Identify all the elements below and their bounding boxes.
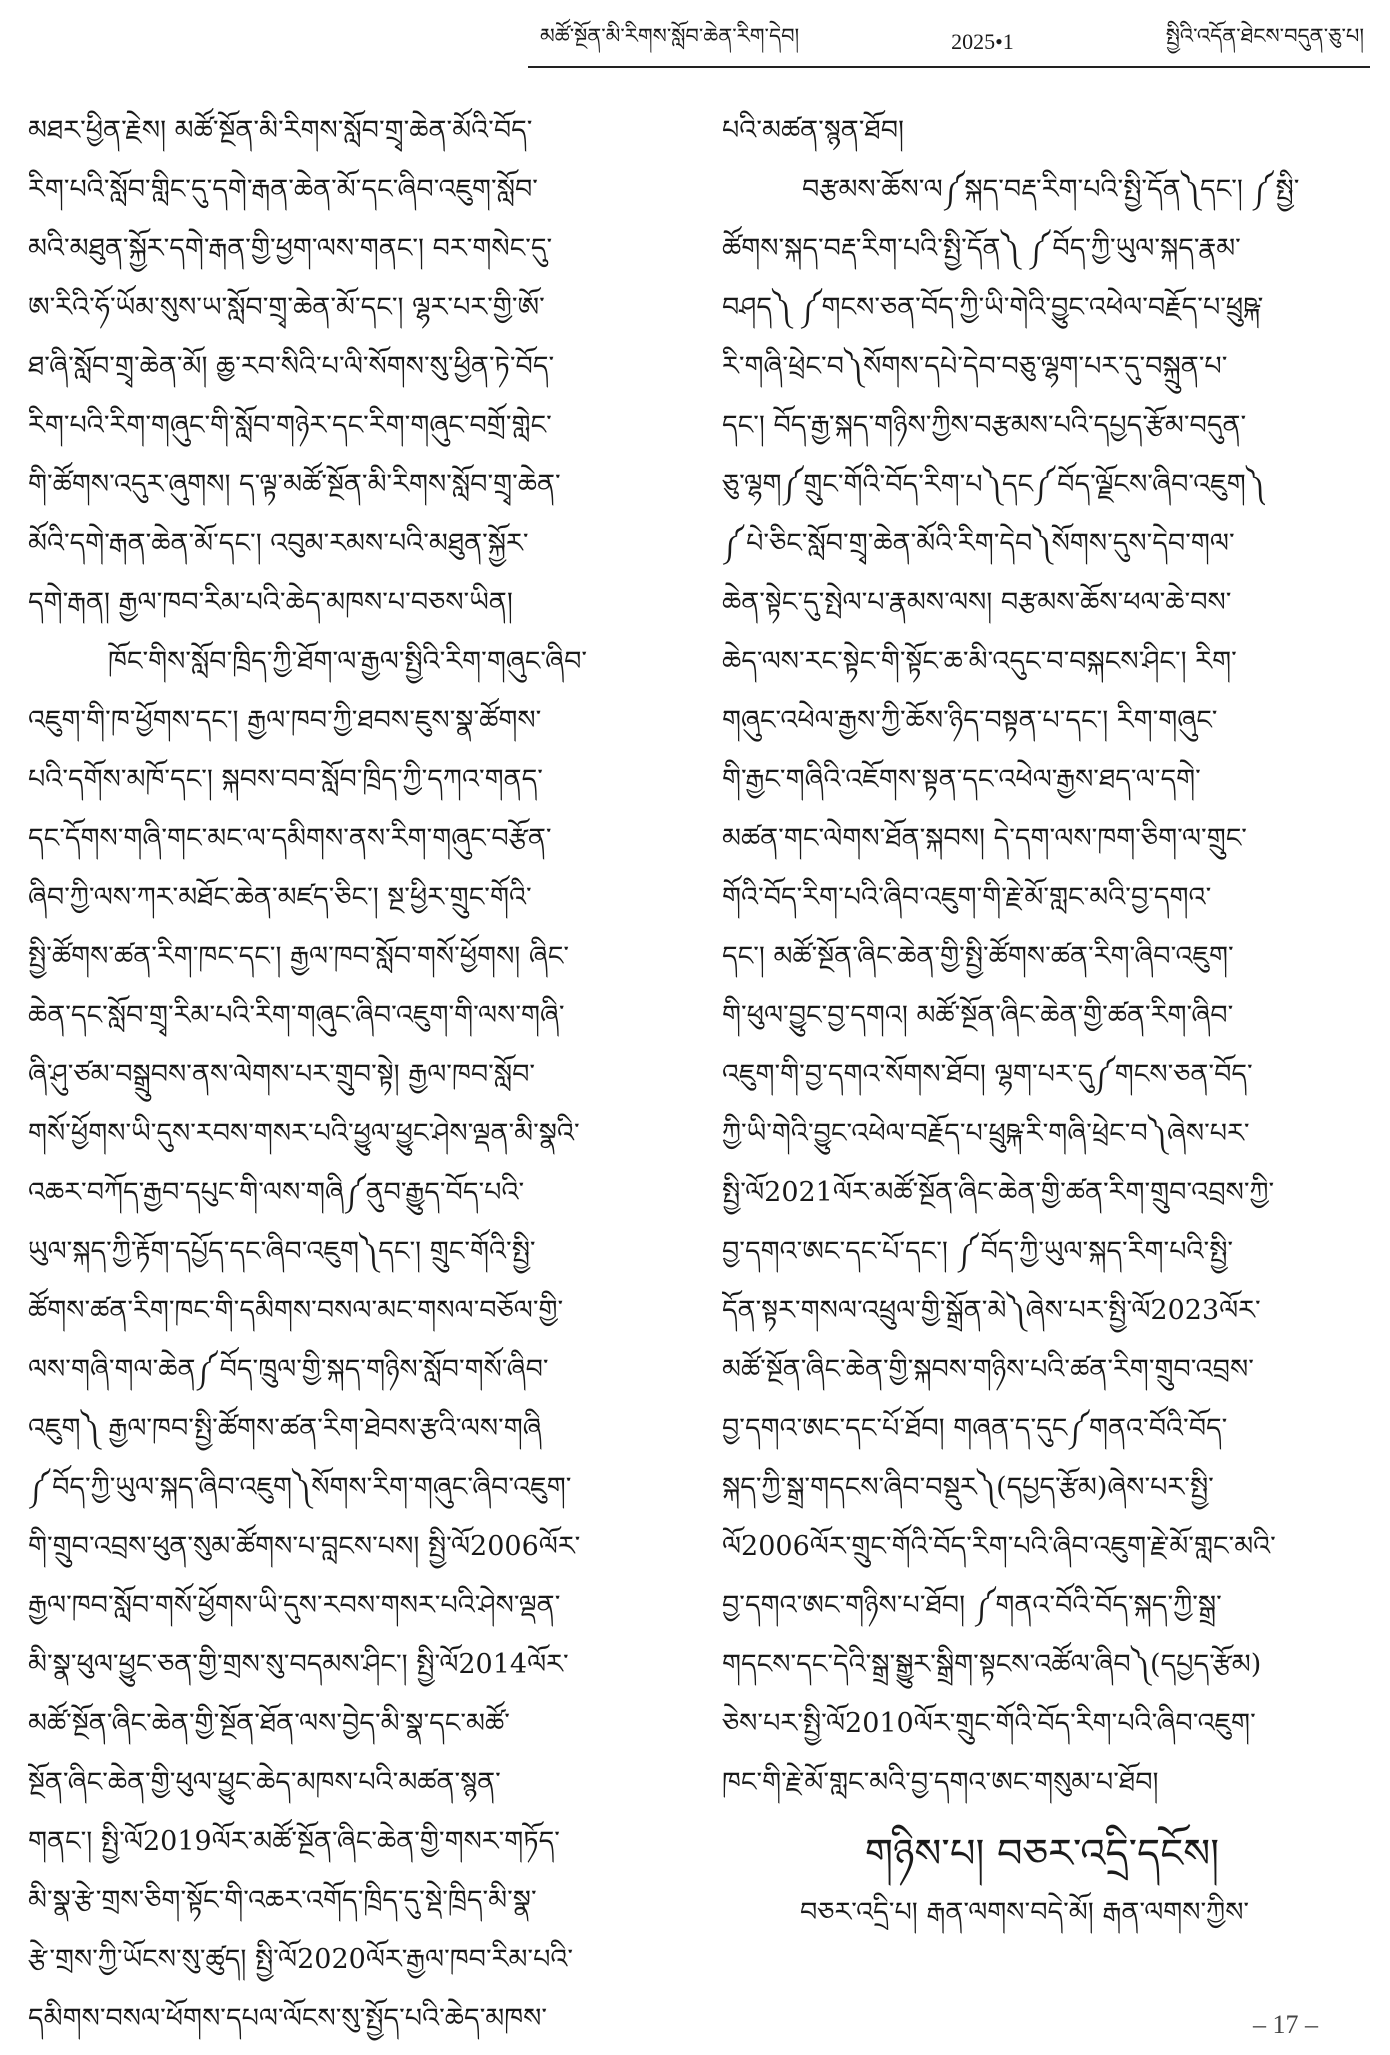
text-line <box>28 757 680 816</box>
text-line <box>28 403 680 462</box>
text-line <box>28 1937 680 1996</box>
text-line <box>28 1229 680 1288</box>
text-line <box>28 285 680 344</box>
text-line <box>722 934 1362 993</box>
text-line-content: དང་། མཚོ་སྔོན་ཞིང་ཆེན་གྱི་སྤྱི་ཚོགས་ཚན་རིག་ཞིབ་འཇུག་ <box>722 940 1234 972</box>
text-line-content: གོའི་བོད་རིག་པའི་ཞིབ་འཇུག་གི་རྗེ་མོ་གླང་མའི་བྱ་དགའ་ <box>722 881 1212 913</box>
text-line <box>722 167 1362 226</box>
text-line <box>28 1465 680 1524</box>
text-line <box>722 993 1362 1052</box>
text-line-content: མི་སྣ་ཕུལ་ཕྱུང་ཅན་གྱི་གྲས་སུ་བདམས་ཤིང་། སྤྱི་ལོ2014ལོར་ <box>28 1648 569 1680</box>
text-line-content: ལོ2006ལོར་གྲུང་གོའི་བོད་རིག་པའི་ཞིབ་འཇུག་རྗེ་མོ་གླང་མའི་ <box>722 1530 1276 1562</box>
text-line <box>722 1052 1362 1111</box>
text-line <box>28 521 680 580</box>
text-line <box>722 639 1362 698</box>
text-line <box>722 816 1362 875</box>
text-line <box>722 1642 1362 1701</box>
text-line <box>28 1819 680 1878</box>
text-line-content: གི་ཕུལ་བྱུང་བྱ་དགའ། མཚོ་སྔོན་ཞིང་ཆེན་གྱི་ཚན་རིག་ཞིབ་ <box>722 999 1234 1031</box>
text-line-content: འཆར་བཀོད་རྒྱབ་དཔུང་གི་ལས་གཞི༼ནུབ་རྒྱུད་བོད་པའི་ <box>28 1176 525 1208</box>
text-line <box>28 875 680 934</box>
text-line-content: རྩེ་གྲས་ཀྱི་ཡོངས་སུ་ཚུད། སྤྱི་ལོ2020ལོར་རྒྱལ་ཁབ་རིམ་པའི་ <box>28 1943 574 1975</box>
text-line <box>28 934 680 993</box>
text-line-content: པའི་དགོས་མཁོ་དང་། སྐབས་བབ་སློབ་ཁྲིད་ཀྱི་དཀའ་གནད་ <box>28 763 543 795</box>
text-line-content: ཞིབ་ཀྱི་ལས་ཀར་མཐོང་ཆེན་མཛད་ཅིང་། སྔ་ཕྱིར་གྲུང་གོའི་ <box>28 881 532 913</box>
text-line-content: བྱ་དགའ་ཨང་དང་པོ་ཐོབ། གཞན་ད་དུང༼གནའ་བོའི་བོད་ <box>722 1412 1228 1444</box>
text-line-content: རིག་པའི་རིག་གཞུང་གི་སློབ་གཉེར་དང་རིག་གཞུང་བགྲོ་གླེང་ <box>28 409 552 441</box>
text-line-content: འཇུག་གི་བྱ་དགའ་སོགས་ཐོབ། ལྷག་པར་དུ༼གངས་ཅན་བོད་ <box>722 1058 1253 1090</box>
text-line-content: བྱ་དགའ་ཨང་དང་པོ་དང་། ༼བོད་ཀྱི་ཡུལ་སྐད་རིག་པའི་སྤྱི་ <box>722 1235 1234 1267</box>
text-line <box>28 1524 680 1583</box>
text-line-content: དང་། བོད་རྒྱ་སྐད་གཉིས་ཀྱིས་བརྩམས་པའི་དཔྱད་རྩོམ་བདུན་ <box>722 409 1247 441</box>
text-line <box>722 1111 1362 1170</box>
text-line-content: ཚོགས་སྐད་བརྡ་རིག་པའི་སྤྱི་དོན༽ ༼བོད་ཀྱི་ཡུལ་སྐད་རྣམ་ <box>722 232 1241 264</box>
text-line-content: རྒྱལ་ཁབ་སློབ་གསོ་ཕྱོགས་ཡི་དུས་རབས་གསར་པའི་ཤེས་ལྡན་ <box>28 1589 561 1621</box>
text-line <box>28 993 680 1052</box>
text-line-content: བརྩམས་ཆོས་ལ༼སྐད་བརྡ་རིག་པའི་སྤྱི་དོན༽དང་། ༼སྤྱི་ <box>802 173 1300 205</box>
text-line-content: གཞུང་འཕེལ་རྒྱས་ཀྱི་ཆོས་ཉིད་བསྟན་པ་དང་། རིག་གཞུང་ <box>722 704 1218 736</box>
text-line-content: རི་གཞི་ཕྲེང་བ༽སོགས་དཔེ་དེབ་བཅུ་ལྷག་པར་དུ་བསྐྲུན་པ་ <box>722 350 1228 382</box>
text-line <box>28 580 680 639</box>
text-line <box>722 1583 1362 1642</box>
text-line <box>28 698 680 757</box>
text-line <box>722 1524 1362 1583</box>
text-line-content: གི་རྒྱང་གཞིའི་འཇོགས་སྟན་དང་འཕེལ་རྒྱས་ཐད་ལ་དགེ་ <box>722 763 1201 795</box>
text-line-content: ཚོགས་ཚན་རིག་ཁང་གི་དམིགས་བསལ་མང་གསལ་བཅོལ་གྱི་ <box>28 1294 564 1326</box>
text-line-content: གནང་། སྤྱི་ལོ2019ལོར་མཚོ་སྔོན་ཞིང་ཆེན་གྱི་གསར་གཏོད་ <box>28 1825 560 1857</box>
text-line-content: མའི་མཐུན་སྐྱོར་དགེ་རྒན་གྱི་ཕྱག་ལས་གནང་། བར་གསེང་དུ་ <box>28 232 553 264</box>
text-line <box>722 1406 1362 1465</box>
issue-series: སྤྱིའི་འདོན་ཐེངས་བདུན་ཅུ་པ། <box>1165 23 1364 48</box>
text-line <box>28 816 680 875</box>
text-line-content: ཁོང་གིས་སློབ་ཁྲིད་ཀྱི་ཐོག་ལ་རྒྱལ་སྤྱིའི་རིག་གཞུང་ཞིབ་ <box>108 645 588 677</box>
text-line-content: སྤྱི་ལོ2021ལོར་མཚོ་སྔོན་ཞིང་ཆེན་གྱི་ཚན་རིག་གྲུབ་འབྲས་ཀྱི་ <box>722 1176 1275 1208</box>
text-line-content: གི་གྲུབ་འབྲས་ཕུན་སུམ་ཚོགས་པ་བླངས་པས། སྤྱི་ལོ2006ལོར་ <box>28 1530 581 1562</box>
text-line-content: དང་དོགས་གཞི་གང་མང་ལ་དམིགས་ནས་རིག་གཞུང་བརྩོན་ <box>28 822 552 854</box>
text-line-content: དོན་སྟར་གསལ་འཕྲུལ་གྱི་སྒྲོན་མེ༽ཞེས་པར་སྤྱི་ལོ2023ལོར་ <box>722 1294 1261 1326</box>
text-line-content: པའི་མཚན་སྙན་ཐོབ། <box>722 114 905 146</box>
right-column <box>722 108 1362 1819</box>
text-line <box>28 1170 680 1229</box>
journal-title: མཚོ་སྔོན་མི་རིགས་སློབ་ཆེན་རིག་དེབ། <box>540 23 800 48</box>
text-line-content: དམིགས་བསལ་ཕོགས་དཔལ་ལོངས་སུ་སྤྱོད་པའི་ཆེད་མཁས་ <box>28 2002 548 2034</box>
text-line-content: བྱ་དགའ་ཨང་གཉིས་པ་ཐོབ། ༼གནའ་བོའི་བོད་སྐད་ཀྱི་སྒྲ་ <box>722 1589 1222 1621</box>
text-line-content: མོའི་དགེ་རྒན་ཆེན་མོ་དང་། འབུམ་རམས་པའི་མཐུན་སྐྱོར་ <box>28 527 529 559</box>
text-line-content: ཐ་ཞི་སློབ་གྲྭ་ཆེན་མོ། ཆྱ་རབ་སིའི་པ་ལི་སོགས་སུ་ཕྱིན་ཏེ་བོད་ <box>28 350 555 382</box>
text-line-content: སྔོན་ཞིང་ཆེན་གྱི་ཕུལ་ཕྱུང་ཆེད་མཁས་པའི་མཚན་སྙན་ <box>28 1766 501 1798</box>
header-rule <box>528 66 1370 68</box>
text-line-content: ཅུ་ལྷག༼གྲུང་གོའི་བོད་རིག་པ༽དང༼བོད་ལྗོངས་ཞིབ་འཇུག༽ <box>722 468 1265 500</box>
text-line <box>722 344 1362 403</box>
text-line-content: ལས་གཞི་གལ་ཆེན༼བོད་ཁྲུལ་གྱི་སྐད་གཉིས་སློབ་གསོ་ཞིབ་ <box>28 1353 549 1385</box>
text-line <box>28 1347 680 1406</box>
text-line-content: ཞི་ཤུ་ཙམ་བསྒྲུབས་ནས་ལེགས་པར་གྲུབ་སྟེ། རྒྱལ་ཁབ་སློབ་ <box>28 1058 536 1090</box>
text-line <box>722 1229 1362 1288</box>
text-line-content: ཡུལ་སྐད་ཀྱི་རྟོག་དཔྱོད་དང་ཞིབ་འཇུག༽དང་། གྲུང་གོའི་སྤྱི་ <box>28 1235 536 1267</box>
text-line-content: མཚོ་སྔོན་ཞིང་ཆེན་གྱི་སྔོན་ཐོན་ལས་བྱེད་མི་སྣ་དང་མཚོ་ <box>28 1707 510 1739</box>
text-line-content: ཅེས་པར་སྤྱི་ལོ2010ལོར་གྲུང་གོའི་བོད་རིག་པའི་ཞིབ་འཇུག་ <box>722 1707 1256 1739</box>
text-line <box>722 226 1362 285</box>
text-line <box>722 1347 1362 1406</box>
text-line-content: ཨ་རིའི་ཧོ་ཡོམ་སུས་ཡ་སློབ་གྲྭ་ཆེན་མོ་དང་། ལྷར་པར་གྱི་ཨོ་ <box>28 291 545 323</box>
text-line <box>28 1288 680 1347</box>
text-line <box>722 580 1362 639</box>
text-line <box>28 108 680 167</box>
text-line <box>28 1052 680 1111</box>
text-line-content: མཚོ་སྔོན་ཞིང་ཆེན་གྱི་སྐབས་གཉིས་པའི་ཚན་རིག་གྲུབ་འབྲས་ <box>722 1353 1254 1385</box>
text-line-content: སྐད་ཀྱི་སྒྲ་གདངས་ཞིབ་བསྡུར༽(དཔྱད་རྩོམ)ཞེས་པར་སྤྱི་ <box>722 1471 1214 1503</box>
text-line <box>722 108 1362 167</box>
text-line-content: གསོ་ཕྱོགས་ཡི་དུས་རབས་གསར་པའི་ཕྱུལ་ཕྱུང་ཤེས་ལྡན་མི་སྣའི་ <box>28 1117 580 1149</box>
left-column <box>28 108 680 2055</box>
text-line <box>28 1878 680 1937</box>
text-line-content: མཐར་ཕྱིན་རྗེས། མཚོ་སྔོན་མི་རིགས་སློབ་གྲྭ་ཆེན་མོའི་བོད་ <box>28 114 533 146</box>
text-line <box>28 1111 680 1170</box>
text-line <box>722 698 1362 757</box>
text-line <box>722 403 1362 462</box>
text-line-content: ཀྱི་ཡི་གེའི་བྱུང་འཕེལ་བརྗོད་པ་ཕྲུཥྐ་རི་གཞི་ཕྲེང་བ༽ཞེས་པར་ <box>722 1117 1250 1149</box>
text-line-content: རིག་པའི་སློབ་གླིང་དུ་དགེ་རྒན་ཆེན་མོ་དང་ཞིབ་འཇུག་སློབ་ <box>28 173 538 205</box>
text-line-content: ཆེན་དང་སློབ་གྲྭ་རིམ་པའི་རིག་གཞུང་ཞིབ་འཇུག་གི་ལས་གཞི་ <box>28 999 565 1031</box>
text-line-content: ༼བོད་ཀྱི་ཡུལ་སྐད་ཞིབ་འཇུག༽སོགས་རིག་གཞུང་ཞིབ་འཇུག་ <box>28 1471 572 1503</box>
text-line <box>28 1642 680 1701</box>
text-line <box>722 1701 1362 1760</box>
text-line <box>28 462 680 521</box>
text-line-content: ཁང་གི་རྗེ་མོ་གླང་མའི་བྱ་དགའ་ཨང་གསུམ་པ་ཐོབ། <box>722 1766 1159 1798</box>
text-line <box>722 462 1362 521</box>
text-line <box>722 875 1362 934</box>
text-line-content: གདངས་དང་དེའི་སྒྲ་སྒྱུར་སྒྲིག་སྟངས་འཚོལ་ཞིབ༽(དཔྱད་རྩོམ) <box>722 1648 1262 1680</box>
text-line <box>28 1996 680 2055</box>
section-heading: གཉིས་པ། བཅར་འདྲི་དངོས། <box>864 1831 1220 1877</box>
text-line <box>722 521 1362 580</box>
text-line-content: སྤྱི་ཚོགས་ཚན་རིག་ཁང་དང་། རྒྱལ་ཁབ་སློབ་གསོ་ཕྱོགས། ཞིང་ <box>28 940 570 972</box>
text-line <box>28 1583 680 1642</box>
text-line-content: འཇུག་གི་ཁ་ཕྱོགས་དང་། རྒྱལ་ཁབ་ཀྱི་ཐབས་ཇུས་སྣ་ཚོགས་ <box>28 704 542 736</box>
text-line-content: མཚན་གང་ལེགས་ཐོན་སྐབས། དེ་དག་ལས་ཁག་ཅིག་ལ་གྲུང་ <box>722 822 1247 854</box>
text-line <box>722 1288 1362 1347</box>
text-line <box>28 344 680 403</box>
text-line-content: ༼པེ་ཅིང་སློབ་གྲྭ་ཆེན་མོའི་རིག་དེབ༽སོགས་དུས་དེབ་གལ་ <box>722 527 1235 559</box>
text-line-content: གི་ཚོགས་འདུར་ཞུགས། ད་ལྟ་མཚོ་སྔོན་མི་རིགས་སློབ་གྲྭ་ཆེན་ <box>28 468 561 500</box>
text-line <box>28 1701 680 1760</box>
text-line <box>28 639 680 698</box>
text-line <box>722 1170 1362 1229</box>
running-header <box>540 22 1364 62</box>
interview-byline: བཅར་འདྲི་པ། རྒན་ལགས་བདེ་མོ། རྒན་ལགས་ཀྱིས་ <box>800 1896 1250 1928</box>
text-line-content: ཆེད་ལས་རང་སྟེང་གི་སྟོང་ཆ་མི་འདུང་བ་བསྐངས་ཤིང་། རིག་ <box>722 645 1237 677</box>
text-line-content: མི་སྣ་རྩེ་གྲས་ཅིག་སྟོང་གི་འཆར་འགོད་ཁྲིད་དུ་སྡེ་ཁྲིད་མི་སྣ་ <box>28 1884 537 1916</box>
text-line <box>28 167 680 226</box>
text-line-content: འཇུག༽ རྒྱལ་ཁབ་སྤྱི་ཚོགས་ཚན་རིག་ཐེབས་རྩའི་ལས་གཞི <box>28 1412 542 1444</box>
text-line <box>28 1760 680 1819</box>
text-line <box>722 757 1362 816</box>
text-line-content: བཤད༽ ༼གངས་ཅན་བོད་ཀྱི་ཡི་གེའི་བྱུང་འཕེལ་བརྗོད་པ་ཕྲུཥྐ་ <box>722 291 1264 323</box>
text-line <box>722 1465 1362 1524</box>
page-number: – 17 – <box>1253 2010 1318 2039</box>
text-line <box>28 1406 680 1465</box>
text-line <box>28 226 680 285</box>
text-line-content: དགེ་རྒན། རྒྱལ་ཁབ་རིམ་པའི་ཆེད་མཁས་པ་བཅས་ཡིན། <box>28 586 513 618</box>
text-line <box>722 285 1362 344</box>
text-line-content: ཆེན་སྟེང་དུ་སྤེལ་པ་རྣམས་ལས། བརྩམས་ཆོས་ཕལ་ཆེ་བས་ <box>722 586 1232 618</box>
issue-number: 2025•1 <box>951 29 1014 54</box>
